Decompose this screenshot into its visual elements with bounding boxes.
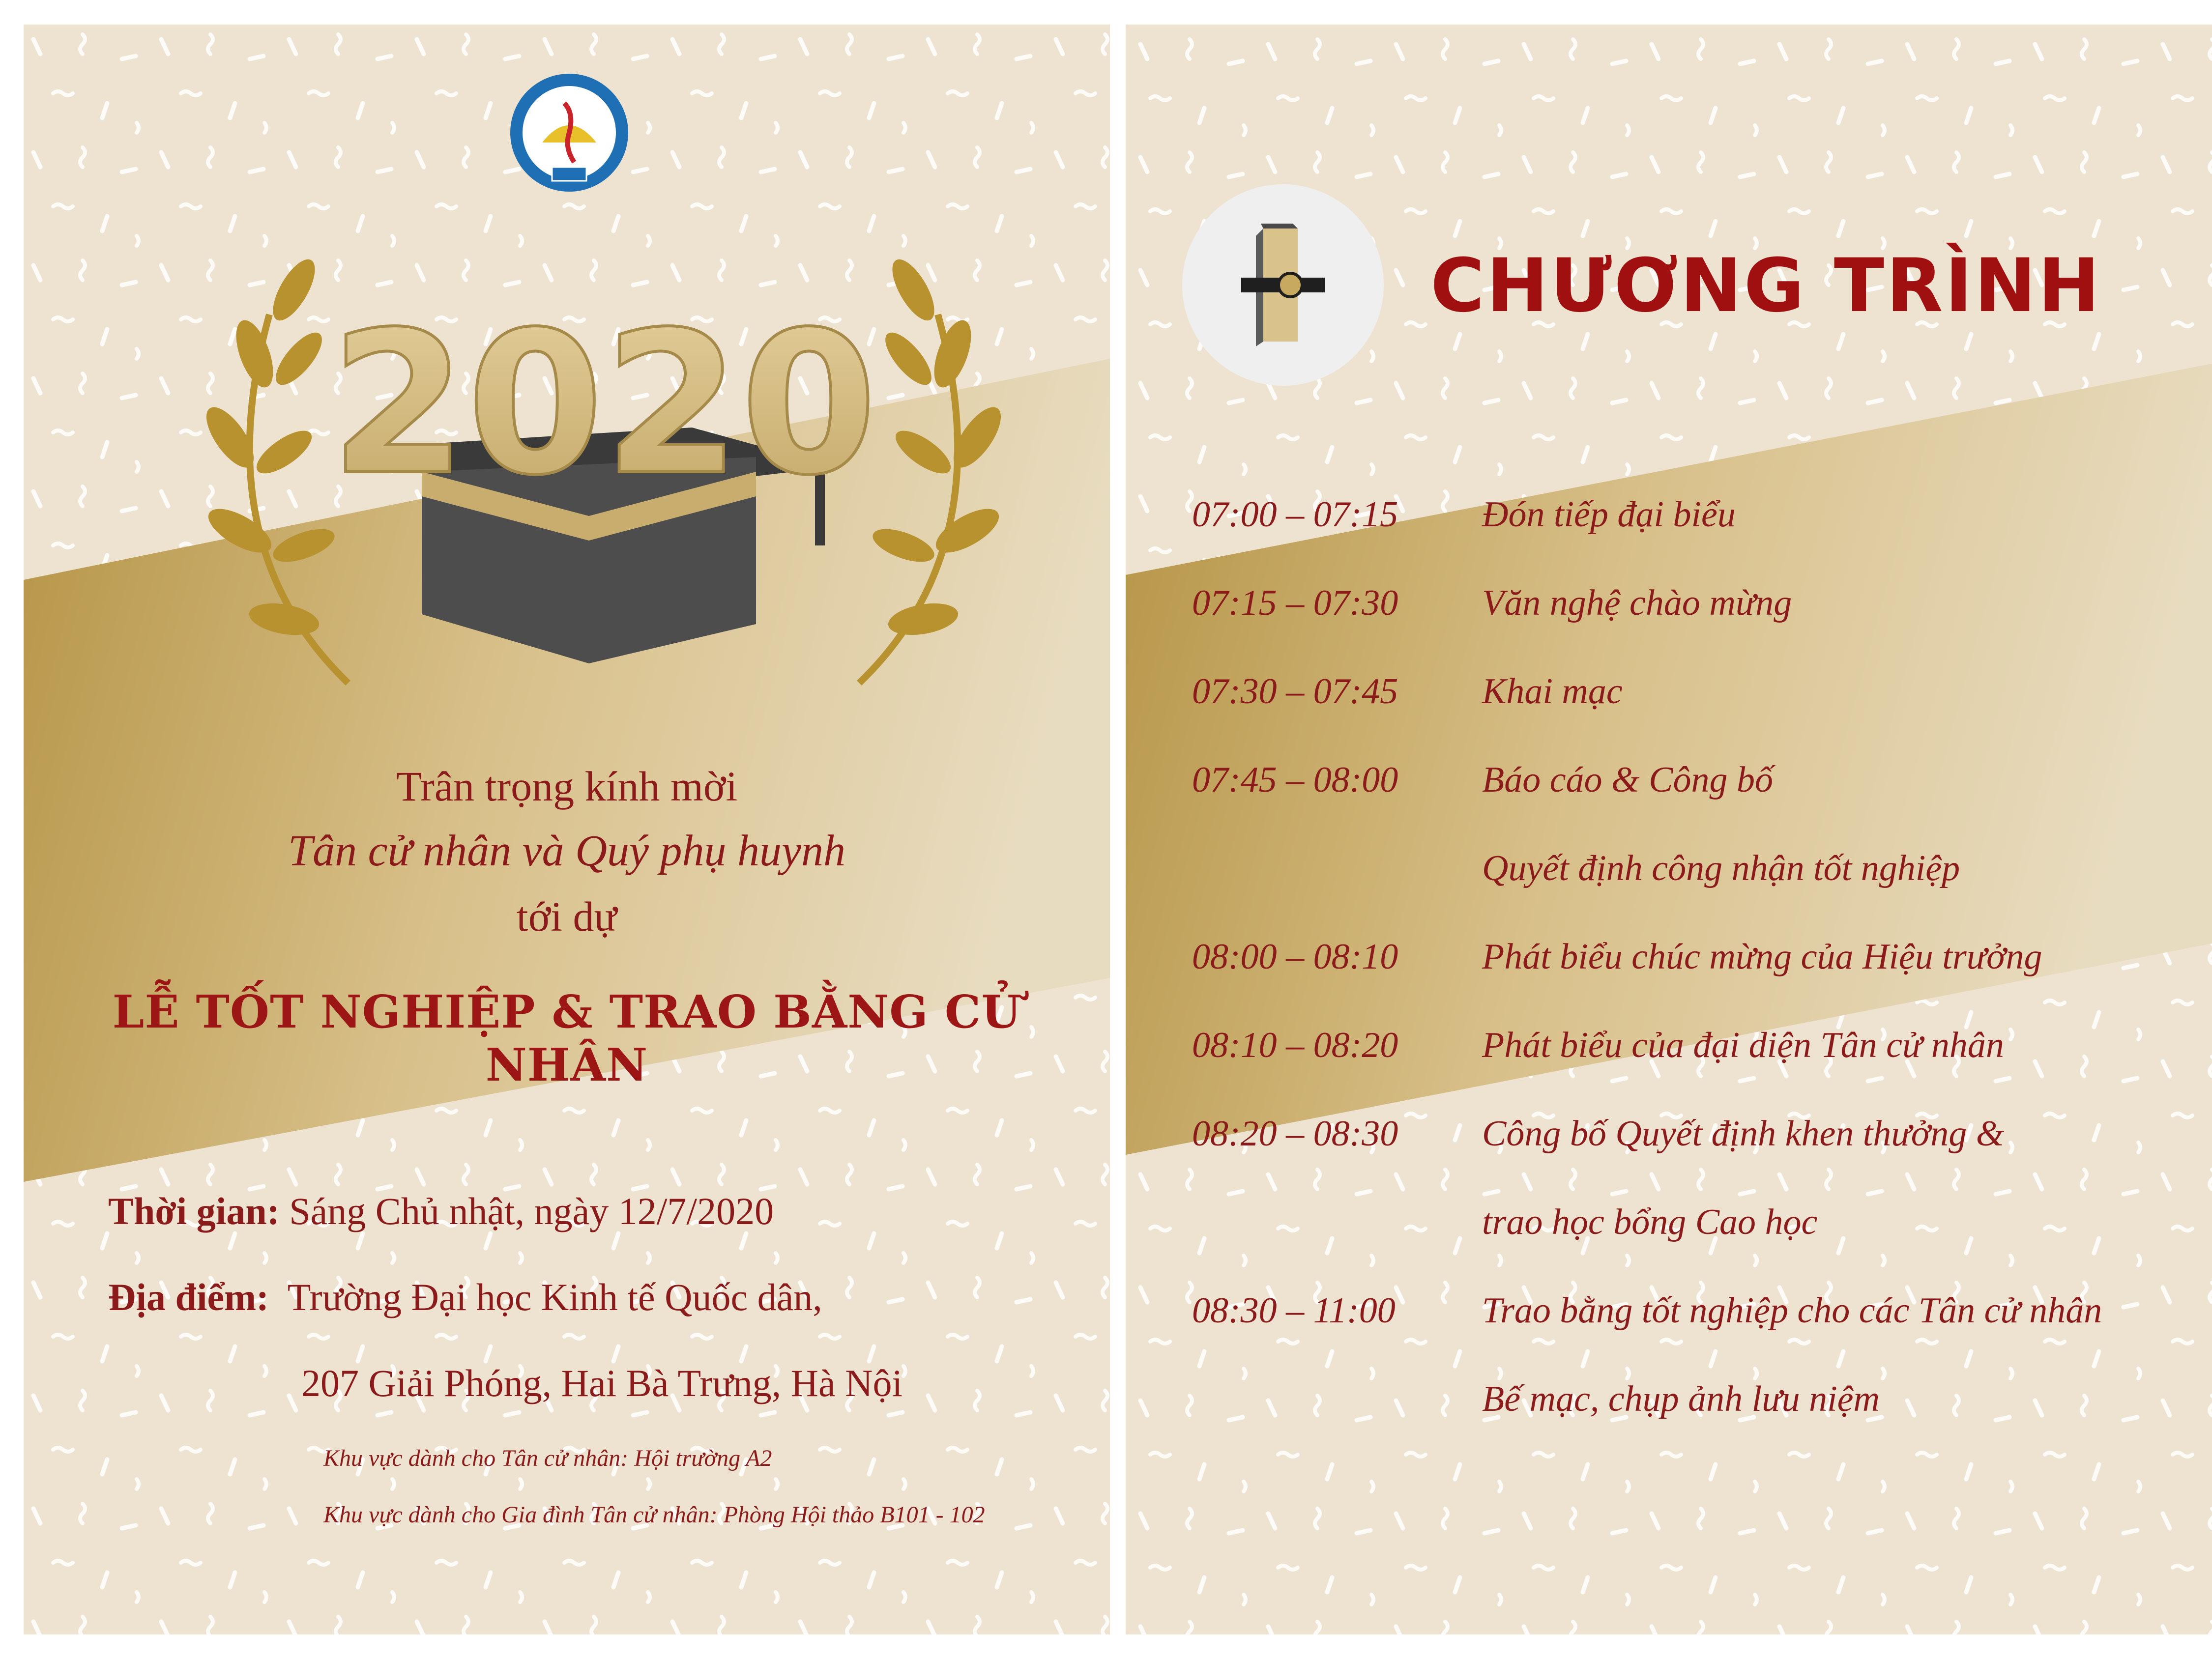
schedule-row — [1126, 1378, 2212, 1428]
schedule-row — [1126, 671, 2212, 720]
schedule-item: Phát biểu chúc mừng của Hiệu trưởng — [1482, 937, 2042, 977]
schedule-row — [1126, 759, 2212, 808]
invitation-card — [24, 25, 1110, 1634]
place-value: Trường Đại học Kinh tế Quốc dân, — [269, 1276, 822, 1318]
schedule-row — [1126, 582, 2212, 631]
schedule-time: 07:45 – 08:00 — [1192, 760, 1398, 800]
graduation-2020-illustration — [186, 241, 1021, 703]
address: 207 Giải Phóng, Hai Bà Trưng, Hà Nội — [301, 1362, 903, 1404]
schedule-item: Phát biểu của đại diện Tân cử nhân — [1482, 1025, 2004, 1065]
schedule-row — [1126, 494, 2212, 543]
schedule-item: Công bố Quyết định khen thưởng & — [1482, 1114, 2005, 1154]
laurel-right-icon — [859, 253, 1010, 683]
diploma-scroll-icon — [1182, 184, 1384, 386]
invite-line-1: Trân trọng kính mời — [396, 763, 738, 810]
program-card — [1126, 25, 2212, 1634]
note-graduates-area: Khu vực dành cho Tân cử nhân: Hội trường A2 — [323, 1445, 772, 1471]
time-row — [108, 1189, 774, 1233]
schedule-row — [1126, 848, 2212, 897]
schedule-item: Báo cáo & Công bố — [1482, 760, 1773, 800]
schedule-item: Trao bằng tốt nghiệp cho các Tân cử nhân — [1482, 1290, 2102, 1331]
diploma-badge — [1182, 184, 1384, 386]
schedule-item: Văn nghệ chào mừng — [1482, 583, 1792, 623]
schedule-time: 08:10 – 08:20 — [1192, 1025, 1398, 1065]
schedule-time: 08:20 – 08:30 — [1192, 1114, 1398, 1154]
year-2020: 2020 — [330, 290, 877, 518]
note-family-area: Khu vực dành cho Gia đình Tân cử nhân: Phòng Hội thảo B101 - 102 — [323, 1502, 985, 1528]
schedule-item: Quyết định công nhận tốt nghiệp — [1482, 848, 1960, 888]
invite-line-2: Tân cử nhân và Quý phụ huynh — [288, 827, 845, 875]
schedule-time: 07:15 – 07:30 — [1192, 583, 1398, 623]
schedule-time: 07:30 – 07:45 — [1192, 671, 1398, 712]
university-logo — [505, 69, 633, 197]
schedule-row — [1126, 1113, 2212, 1162]
schedule-row — [1126, 1025, 2212, 1074]
schedule-item: Đón tiếp đại biểu — [1482, 494, 1736, 535]
schedule-time: 07:00 – 07:15 — [1192, 494, 1398, 535]
place-label: Địa điểm: — [108, 1276, 269, 1318]
schedule-item: trao học bổng Cao học — [1482, 1202, 1818, 1242]
schedule-item: Khai mạc — [1482, 671, 1623, 712]
event-title: LỄ TỐT NGHIỆP & TRAO BẰNG CỬ NHÂN — [112, 985, 1021, 1091]
program-title: CHƯƠNG TRÌNH — [1430, 243, 2102, 329]
time-label: Thời gian: — [108, 1190, 280, 1232]
schedule-item: Bế mạc, chụp ảnh lưu niệm — [1482, 1379, 1880, 1419]
schedule-row — [1126, 1201, 2212, 1251]
schedule-time: 08:30 – 11:00 — [1192, 1290, 1396, 1331]
place-row — [108, 1275, 822, 1319]
time-value: Sáng Chủ nhật, ngày 12/7/2020 — [279, 1190, 774, 1232]
schedule-time: 08:00 – 08:10 — [1192, 937, 1398, 977]
invite-line-3: tới dự — [516, 893, 617, 940]
schedule-row — [1126, 936, 2212, 985]
schedule-row — [1126, 1290, 2212, 1339]
laurel-left-icon — [198, 253, 348, 683]
